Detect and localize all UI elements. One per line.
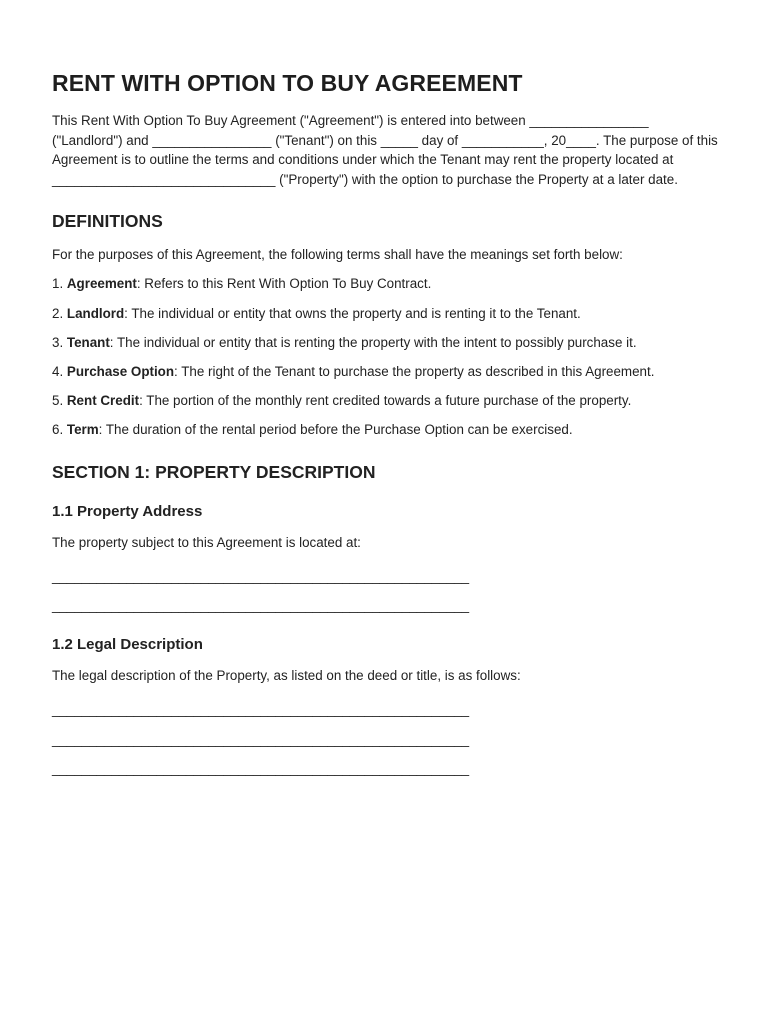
definition-term: Agreement xyxy=(66,276,137,292)
address-blank-line[interactable]: ________________________________________________________ xyxy=(52,598,470,614)
legal-description-heading: 1.2 Legal Description xyxy=(52,635,203,653)
definition-term: Rent Credit xyxy=(66,392,140,408)
address-blank-line[interactable]: ________________________________________________________ xyxy=(52,569,470,585)
definition-number: 1. xyxy=(52,276,67,292)
legal-blank-line[interactable]: ________________________________________________________ xyxy=(52,760,470,776)
definition-item xyxy=(52,420,722,440)
section1-heading: SECTION 1: PROPERTY DESCRIPTION xyxy=(52,461,376,482)
intro-paragraph: This Rent With Option To Buy Agreement ("Agreement") is entered into between ________________ ("Landlord") and ________________ ("Tenant") on this _____ day of ___________, 20____. The purpose of this Agreement is to outline the terms and conditions under which the Tenant may rent the property located at ______________________________ ("Property") with the option to purchase the Property at a later date. xyxy=(52,113,718,187)
definition-number: 4. xyxy=(52,363,67,379)
legal-description-lead: The legal description of the Property, as listed on the deed or title, is as follows: xyxy=(52,667,521,683)
property-address-heading: 1.1 Property Address xyxy=(52,502,203,520)
definitions-heading: DEFINITIONS xyxy=(52,211,163,232)
definition-term: Purchase Option xyxy=(66,363,175,379)
definition-number: 3. xyxy=(52,334,67,350)
definition-item xyxy=(52,391,722,411)
definition-term: Tenant xyxy=(66,334,110,350)
definition-item xyxy=(52,333,722,353)
definition-text: : The individual or entity that owns the property and is renting it to the Tenant. xyxy=(124,305,581,321)
definition-item xyxy=(52,304,722,324)
definitions-list xyxy=(52,274,718,439)
legal-blank-line[interactable]: ________________________________________________________ xyxy=(52,702,470,718)
legal-blank-line[interactable]: ________________________________________________________ xyxy=(52,731,470,747)
definition-text: : The right of the Tenant to purchase the property as described in this Agreement. xyxy=(174,363,655,379)
property-address-lead: The property subject to this Agreement is located at: xyxy=(52,534,361,550)
definition-text: : The individual or entity that is renting the property with the intent to possibly purchase it. xyxy=(109,334,637,350)
definitions-lead: For the purposes of this Agreement, the following terms shall have the meanings set forth below: xyxy=(52,247,623,263)
definition-text: : The portion of the monthly rent credited towards a future purchase of the property. xyxy=(139,392,632,408)
definition-item xyxy=(52,274,722,294)
definition-item xyxy=(52,362,722,382)
definition-text: : Refers to this Rent With Option To Buy Contract. xyxy=(136,276,432,292)
definition-text: : The duration of the rental period before the Purchase Option can be exercised. xyxy=(98,421,573,437)
definition-number: 6. xyxy=(52,421,67,437)
definition-number: 2. xyxy=(52,305,67,321)
definition-number: 5. xyxy=(52,392,67,408)
definition-term: Landlord xyxy=(66,305,125,321)
definition-term: Term xyxy=(66,421,99,437)
document-title: RENT WITH OPTION TO BUY AGREEMENT xyxy=(52,70,523,96)
